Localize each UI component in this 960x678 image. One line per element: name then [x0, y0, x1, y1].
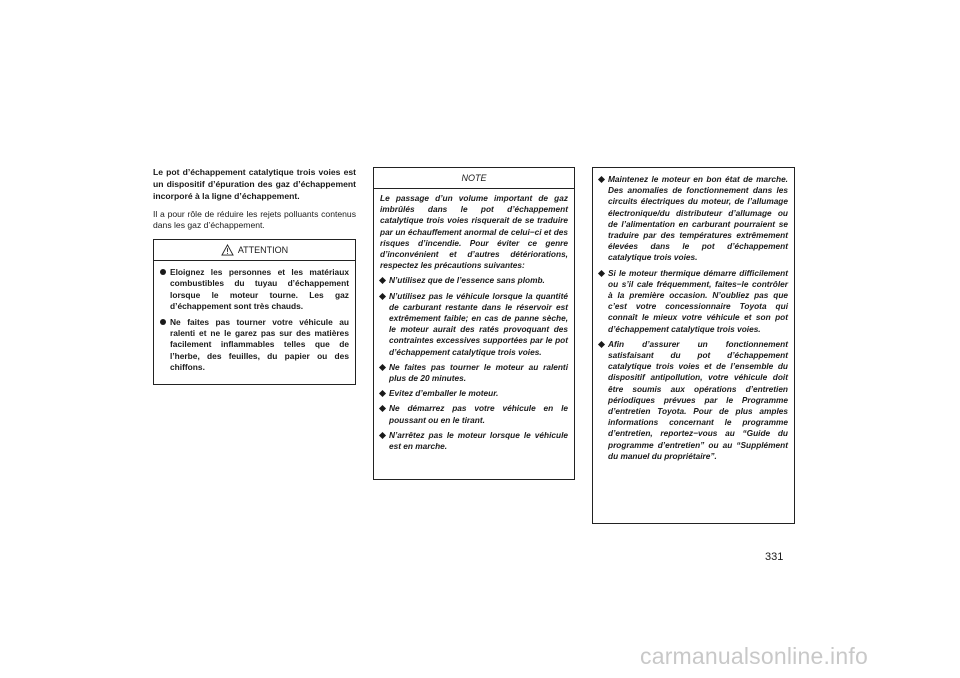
attention-item: Ne faites pas tourner votre véhicule au ralenti et ne le garez pas sur des matières facilement inflammables telles que de l’herbe, des feuilles, du papier ou des chiffons.	[160, 317, 349, 374]
note-item: Ne faites pas tourner le moteur au ralenti plus de 20 minutes.	[380, 362, 568, 384]
attention-title: ATTENTION	[237, 245, 289, 255]
note-list	[374, 275, 574, 452]
note-intro: Le passage d’un volume important de gaz imbrûlés dans le pot d’échappement catalytique trois voies risquerait de se traduire par un échauffement anormal de celui−ci et des risques d’incendie. Pour éviter ce genre d’inconvénient et d’autres détériorations, respectez les précautions suivantes:	[380, 193, 568, 271]
watermark: carmanualsonline.info	[640, 643, 868, 669]
note-continued-box	[592, 167, 795, 524]
note-continued-list	[593, 174, 794, 462]
page-number: 331	[765, 551, 784, 563]
diamond-bullet-icon	[379, 277, 386, 284]
right-column	[592, 167, 795, 524]
diamond-bullet-icon	[379, 390, 386, 397]
note-header	[374, 168, 574, 189]
warning-triangle-icon	[221, 244, 234, 256]
intro-bold-paragraph: Le pot d’échappement catalytique trois voies est un dispositif d’épuration des gaz d’échappement incorporé à la ligne d’échappement.	[153, 167, 356, 201]
intro-paragraph: Il a pour rôle de réduire les rejets polluants contenus dans les gaz d’échappement.	[153, 209, 356, 230]
diamond-bullet-icon	[379, 293, 386, 300]
attention-header	[154, 240, 355, 261]
attention-box	[153, 239, 356, 385]
diamond-bullet-icon	[598, 341, 605, 348]
note-item: Maintenez le moteur en bon état de marche. Des anomalies de fonctionnement dans les circuits électriques du moteur, de l’allumage électronique/du distributeur d’allumage ou de l’alimentation en carburant pourraient se traduire par des températures extrêmement élevées dans le pot d’échappement catalytique trois voies.	[599, 174, 788, 264]
diamond-bullet-icon	[379, 405, 386, 412]
note-item: N’utilisez que de l’essence sans plomb.	[380, 275, 568, 286]
bullet-icon	[160, 319, 166, 325]
note-item: N’arrêtez pas le moteur lorsque le véhicule est en marche.	[380, 430, 568, 452]
attention-item: Eloignez les personnes et les matériaux combustibles du tuyau d’échappement lorsque le moteur tourne. Les gaz d’échappement sont très chauds.	[160, 267, 349, 313]
note-item: Evitez d’emballer le moteur.	[380, 388, 568, 399]
diamond-bullet-icon	[379, 364, 386, 371]
note-item: Afin d’assurer un fonctionnement satisfaisant du pot d’échappement catalytique trois voies et de l’ensemble du dispositif antipollution, votre véhicule doit être soumis aux opérations d’entretien périodiques prévues par le Programme d’entretien Toyota. Pour de plus amples informations concernant le programme d’entretien, reportez−vous au “Guide du programme d’entretien” ou au “Supplément du manuel du propriétaire”.	[599, 339, 788, 462]
note-item: Ne démarrez pas votre véhicule en le poussant ou en le tirant.	[380, 403, 568, 425]
diamond-bullet-icon	[598, 176, 605, 183]
diamond-bullet-icon	[379, 432, 386, 439]
note-title: NOTE	[461, 173, 487, 183]
bullet-icon	[160, 269, 166, 275]
note-item: N’utilisez pas le véhicule lorsque la quantité de carburant restante dans le réservoir est extrêmement faible; en cas de panne sèche, le moteur aurait des ratés provoquant des contraintes excessives supportées par le pot d’échappement catalytique trois voies.	[380, 291, 568, 358]
attention-list	[154, 267, 355, 374]
note-box	[373, 167, 575, 480]
diamond-bullet-icon	[598, 270, 605, 277]
left-column	[153, 166, 356, 385]
note-item: Si le moteur thermique démarre difficilement ou s’il cale fréquemment, faites−le contrôler à la première occasion. N’oubliez pas que c’est votre concessionnaire Toyota qui connaît le mieux votre véhicule et son pot d’échappement catalytique trois voies.	[599, 268, 788, 335]
middle-column	[373, 167, 575, 480]
